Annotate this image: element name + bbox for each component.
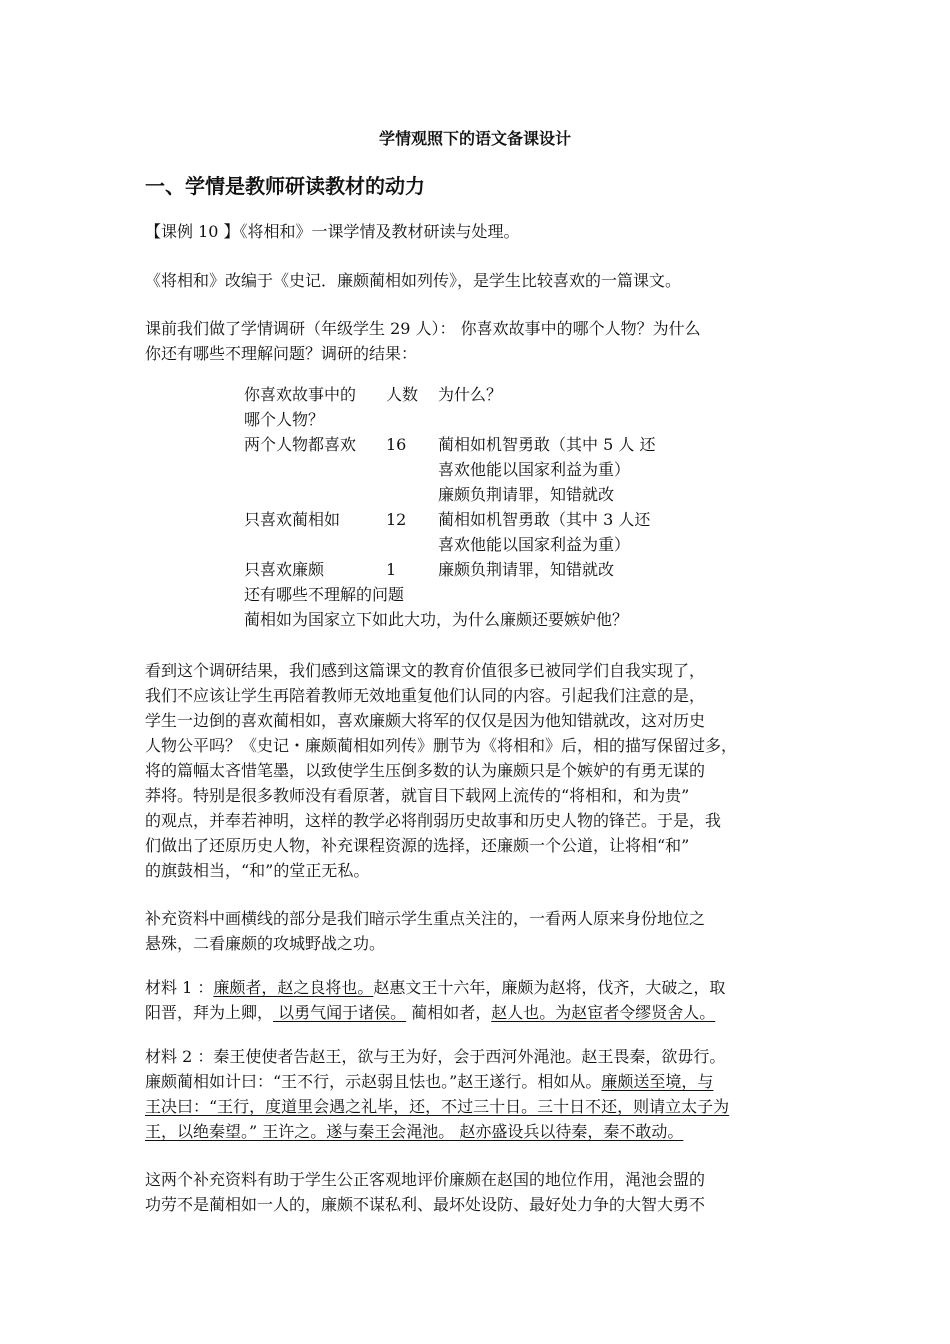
row-why: 蔺相如机智勇敢（其中 5 人 还: [438, 435, 656, 454]
analysis-paragraph: [145, 658, 811, 883]
question-label: 还有哪些不理解的问题: [244, 585, 405, 604]
text-line: 看到这个调研结果，我们感到这篇课文的教育价值很多已被同学们自我实现了，: [145, 661, 706, 680]
row-who: 只喜欢廉颇: [244, 560, 325, 579]
text-line: 你还有哪些不理解问题？调研的结果：: [145, 344, 418, 363]
text-span: 蔺相如者，: [406, 1003, 492, 1022]
material-label: 材料 1 ：: [145, 978, 214, 997]
text-line: 材料 2 ：秦王使使者告赵王，欲与王为好，会于西河外渑池。赵王畏秦，欲毋行。: [145, 1047, 726, 1066]
text-line: [145, 1000, 811, 1025]
row-who: 只喜欢蔺相如: [244, 510, 341, 529]
material-1: [145, 975, 811, 1025]
underlined-text: 王，以绝秦望。” 王许之。遂与秦王会渑池。 赵亦盛设兵以待秦，秦不敢动。: [145, 1122, 684, 1141]
text-line: 课前我们做了学情调研（年级学生 29 人）： 你喜欢故事中的哪个人物？为什么: [145, 319, 701, 338]
row-count: 16: [386, 435, 407, 454]
header-who: 你喜欢故事中的: [244, 385, 357, 404]
conclusion-paragraph: [145, 1167, 811, 1217]
question-text: 蔺相如为国家立下如此大功，为什么廉颇还要嫉妒他？: [244, 610, 629, 629]
text-span: 廉颇蔺相如计曰：“王不行，示赵弱且怯也。”赵王遂行。相如从。: [145, 1072, 602, 1091]
text-line: 功劳不是蔺相如一人的，廉颇不谋私利、最坏处设防、最好处力争的大智大勇不: [145, 1195, 706, 1214]
text-line: 莽将。特别是很多教师没有看原著，就盲目下载网上流传的“将相和，和为贵”: [145, 786, 690, 805]
row-who: 两个人物都喜欢: [244, 435, 357, 454]
underlined-text: 以勇气闻于诸侯。: [273, 1003, 407, 1022]
header-count: 人数: [386, 385, 419, 404]
underlined-text: 廉颇送至境，与: [601, 1072, 714, 1091]
row-why: 廉颇负荆请罪，知错就改: [438, 560, 615, 579]
underlined-text: 赵人也。为赵宦者令缪贤舍人。: [491, 1003, 716, 1022]
text-line: 补充资料中画横线的部分是我们暗示学生重点关注的，一看两人原来身份地位之: [145, 909, 706, 928]
text-line: 我们不应该让学生再陪着教师无效地重复他们认同的内容。引起我们注意的是，: [145, 686, 706, 705]
row-why: 喜欢他能以国家利益为重）: [438, 460, 631, 479]
material-2: [145, 1044, 811, 1144]
text-line: [145, 1119, 811, 1144]
underlined-text: 廉颇者，赵之良将也。: [213, 978, 374, 997]
text-line: 人物公平吗？《史记・廉颇蔺相如列传》删节为《将相和》后，相的描写保留过多，: [145, 736, 738, 755]
text-line: 的观点，并奉若神明，这样的教学必将削弱历史故事和历史人物的锋芒。于是，我: [145, 811, 722, 830]
case-line: 【课例 10 】《将相和》一课学情及教材研读与处理。: [145, 222, 520, 241]
row-why: 蔺相如机智勇敢（其中 3 人还: [438, 510, 651, 529]
header-why: 为什么？: [438, 385, 503, 404]
section-heading: 一、学情是教师研读教材的动力: [145, 174, 425, 198]
text-line: 的旗鼓相当，“和”的堂正无私。: [145, 861, 370, 880]
document-title: 学情观照下的语文备课设计: [378, 129, 571, 148]
text-line: [145, 1069, 811, 1094]
text-line: 悬殊，二看廉颇的攻城野战之功。: [145, 934, 386, 953]
row-why: 喜欢他能以国家利益为重）: [438, 535, 631, 554]
header-who-cont: 哪个人物？: [244, 410, 325, 429]
supplement-paragraph: [145, 906, 811, 956]
text-span: 赵惠文王十六年，廉颇为赵将，伐齐，大破之，取: [373, 978, 726, 997]
intro-line: 《将相和》改编于《史记．廉颇蔺相如列传》，是学生比较喜欢的一篇课文。: [145, 271, 682, 290]
text-line: 将的篇幅太吝惜笔墨，以致使学生压倒多数的认为廉颇只是个嫉妒的有勇无谋的: [145, 761, 706, 780]
text-span: 阳晋，拜为上卿，: [145, 1003, 274, 1022]
text-line: 学生一边倒的喜欢蔺相如，喜欢廉颇大将军的仅仅是因为他知错就改，这对历史: [145, 711, 706, 730]
row-why: 廉颇负荆请罪，知错就改: [438, 485, 615, 504]
underlined-text: 王决曰：“王行，度道里会遇之礼毕，还，不过三十日。三十日不还，则请立太子为: [145, 1097, 730, 1116]
row-count: 12: [386, 510, 407, 529]
row-count: 1: [386, 560, 397, 579]
text-line: [145, 1094, 811, 1119]
survey-intro-paragraph: [145, 316, 811, 366]
text-line: 们做出了还原历史人物，补充课程资源的选择，还廉颇一个公道，让将相“和”: [145, 836, 690, 855]
text-line: 这两个补充资料有助于学生公正客观地评价廉颇在赵国的地位作用，渑池会盟的: [145, 1170, 706, 1189]
text-line: [145, 975, 811, 1000]
